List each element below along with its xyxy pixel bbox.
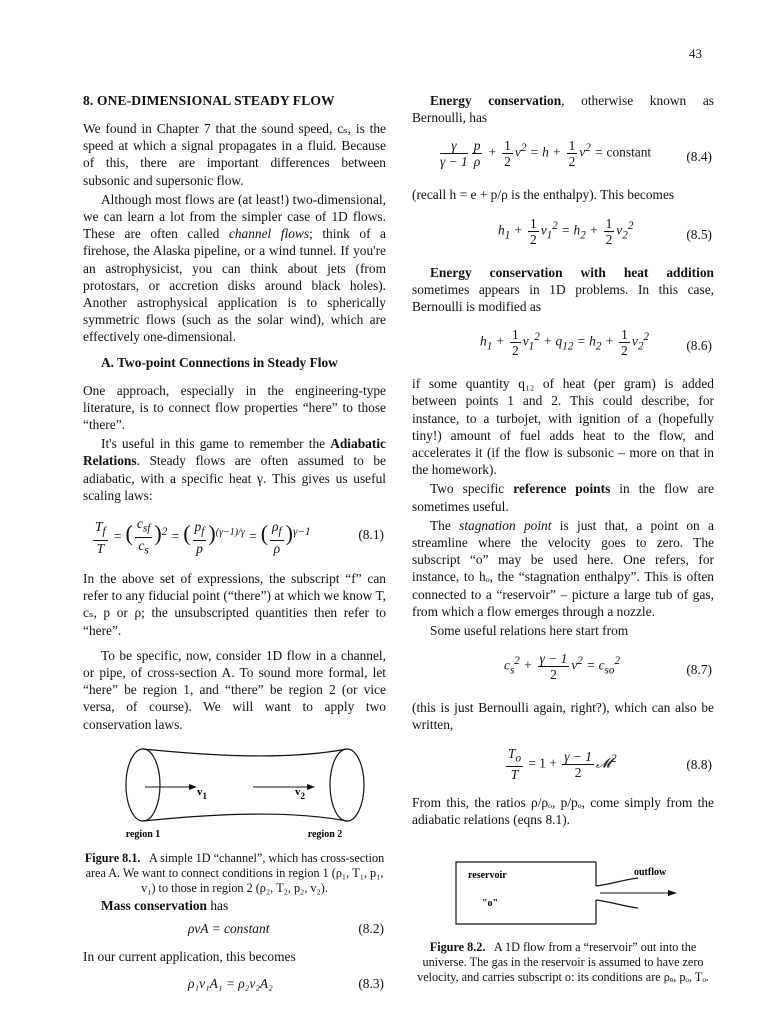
paragraph-ratios: From this, the ratios ρ/ρₒ, p/pₒ, come simply from the adiabatic relations (eqns 8.1). [412,794,714,827]
paragraph-enthalpy: (recall h = e + p/ρ is the enthalpy). This becomes [412,187,675,203]
equation-8-7: $c_s^2$ + $\frac{\gamma - 1}{2}$ $v^2 = c_{so}^2$ (8.7) [504,651,712,683]
region-1-label: region 1 [125,828,161,840]
region-2-label: region 2 [307,828,343,840]
paragraph-application: In our current application, this becomes [83,949,296,965]
equation-8-5: $h_1$ + $\frac{1}{2}$ $v_1^2 = h_2$ + $\frac{1}{2}$ $v_2^2$ (8.5) [498,215,712,247]
paragraph-approach: One approach, especially in the engineering-type literature, is to connect flow properties “here” to those “there”. [83,382,386,433]
equation-8-4: $\frac{\gamma}{\gamma - 1}$ $\frac{p}{\rho}$ + $\frac{1}{2}$ $v^2 = h$ + $\frac{1}{2}$ $v^2$ = constant (8.4) [440,138,712,170]
svg-text:v1: $v_1$ [197,785,207,801]
reservoir-label: reservoir [468,870,507,882]
page-number: 43 [689,46,702,61]
equation-8-2: ρvA = constant (8.2) [188,921,384,937]
outflow-label: outflow [634,867,667,879]
chapter-title: 8. ONE-DIMENSIONAL STEADY FLOW [83,93,335,108]
paragraph-intro: We found in Chapter 7 that the sound speed, cₛ, is the speed at which a signal propagates in a fluid. Because of this, there are important differences between subsonic and supersonic flow. [83,121,386,188]
figure-8-1-caption: Figure 8.1. A simple 1D “channel”, which has cross-section area A. We want to connect conditions in region 1 (ρ₁, T₁, p₁, v₁) to those in region 2 (ρ₂, T₂, p₂, v₂). [84,851,385,896]
paragraph-heat: Energy conservation with heat addition sometimes appears in 1D problems. In this case, Bernoulli is modified as [412,264,714,315]
equation-8-3: ρ₁v₁A₁ = ρ₂v₂A₂ (8.3) [188,976,384,992]
equation-number: (8.1) [358,527,384,543]
left-column [83,92,386,1007]
right-column [412,92,714,985]
equation-8-8: $\frac{T_o}{T}$ = 1 + $\frac{\gamma - 1}{2}$ 𝓜$^2$ (8.8) [508,745,712,783]
paragraph-channel-flows: Although most flows are (at least!) two-dimensional, we can learn a lot from the simpler case of 1D flows. These are often called channel flows; think of a firehose, the Alaska pipeline, or a wind tunnel. If you're an astrophysicist, you can think about jets (from protostars, or accretion disks around black holes). Another astrophysical application is to spherically symmetric flows (such as the solar wind), which are effectively one-dimensional. [83,191,387,345]
paragraph-mass: Mass conservation has [101,897,229,913]
paragraph-specific: To be specific, now, consider 1D flow in a channel, or pipe, of cross-section A. To sound more formal, let “here” be region 1, and “there” be region 2 (or vice versa, of course). We will want to apply two conservation laws. [83,647,386,732]
paragraph-useful: Some useful relations here start from [430,623,629,639]
reservoir-diagram [412,840,714,932]
paragraph-reference: Two specific reference points in the flow are sometimes useful. [412,481,714,514]
paragraph-bernoulli-again: (this is just Bernoulli again, right?), which can also be written, [412,700,714,733]
section-heading: A. Two-point Connections in Steady Flow [101,354,338,370]
channel-diagram [83,747,386,843]
figure-8-1 [83,747,386,897]
paragraph-heat-quantity: if some quantity q₁₂ of heat (per gram) is added between points 1 and 2. This could describe, for instance, to a turbojet, with ignition of a (hopefully tiny!) amount of fuel adds heat to the flow, and accelerates it (if the flow is subsonic – more on that in the homework). [412,376,714,478]
equation-8-1: $\frac{T_f}{T}$ = ( $\frac{c_{sf}}{c_s}$ )$^2$ = ( $\frac{p_f}{p}$ )$^{(\gamma-1)/\gamma}$ = ( $\frac{\rho_f}{\rho}$ )$^{\gamma-1}$ (8.1) [95,516,384,557]
figure-8-2 [412,840,714,985]
paragraph-energy: Energy conservation, otherwise known as Bernoulli, has [412,93,715,126]
paragraph-adiabatic: It's useful in this game to remember the Adiabatic Relations. Steady flows are often assumed to be adiabatic, with a specific heat γ. This gives us useful scaling laws: [83,436,386,503]
equation-8-6: $h_1$ + $\frac{1}{2}$ $v_1^2 + q_{12} = h_2$ + $\frac{1}{2}$ $v_2^2$ (8.6) [480,327,712,359]
stagnation-o-label: "o" [482,898,499,910]
svg-text:v2: $v_2$ [295,785,305,801]
figure-8-2-caption: Figure 8.2. A 1D flow from a “reservoir” out into the universe. The gas in the reservoir is assumed to have zero velocity, and carries subscript o: its conditions are ρₒ, pₒ, Tₒ. [417,940,709,985]
paragraph-stagnation: The stagnation point is just that, a point on a streamline where the velocity goes to zero. The subscript “o” may be used here. One refers, for instance, to hₒ, the “stagnation enthalpy”. This is often connected to a “reservoir” – picture a large tub of gas, from which a flow emerges through a nozzle. [412,517,714,619]
paragraph-subscript-f: In the above set of expressions, the subscript “f” can refer to any fiducial point (“there”) at which we know T, cₛ, p or ρ; the unsubscripted quantities then refer to “here”. [83,571,386,638]
